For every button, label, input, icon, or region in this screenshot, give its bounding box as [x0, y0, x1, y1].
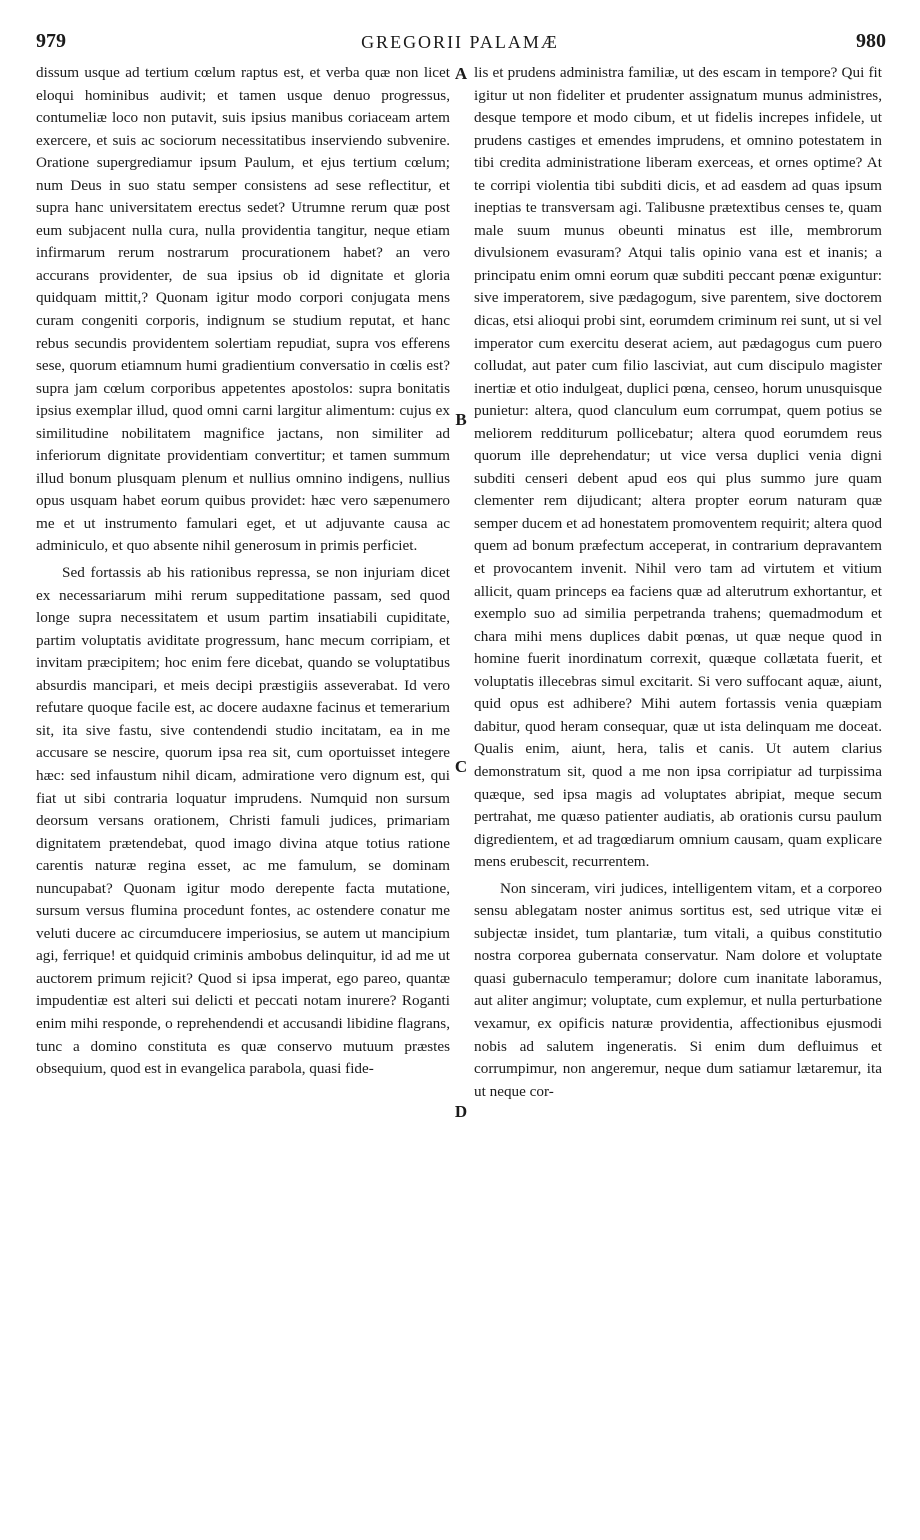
page-header — [30, 30, 890, 58]
right-column — [474, 62, 882, 1103]
margin-marker-a: A — [454, 64, 468, 83]
paragraph: lis et prudens administra familiæ, ut des escam in tempore? Qui fit igitur ut non fideliter et prudenter assignatum munus administres, desque tempore et modo cibum, et ut fidelis increpes infidele, ut prudens castiges et emendes imprudens, et omnino potestatem in tibi credita administratione liberam exerceas, et ornes optime? At te corripi violentia tibi subditi dicis, et ad easdem ad quas ipsum ineptias te transversam agi. Talibusne prætextibus censes te, quam male suum munus obeunti minatus est ille, membrorum divulsionem evasuram? Atqui talis opinio vana est et inanis; a principatu enim omni eorum quæ subditi peccant pœnæ exiguntur: sive imperatorem, sive pædagogum, sive parentem, sive doctorem dicas, etsi alioqui probi sint, eorumdem criminum rei sunt, ut si vel imperator cum exercitu deserat aciem, aut pædagogus cum puero colludat, aut pater cum filio lasciviat, aut cum discipulo magister inertiæ et otio indulgeat, duplici pœna, censeo, horum unusquisque punietur: altera, quod clanculum eum corrumpat, quem potius se meliorem redditurum pollicebatur; altera quod eorumdem reus quorum ille deprehendatur; ut vice versa duplici venia digni subditi censeri debent apud eos qui plus summo jure quam clementer rem dijudicant; altera propter eorum naturam quæ semper ducem et ad honestatem promoventem requirit; altera quod quem ad bonum præfectum acceperat, in contrarium depravantem et provocantem invenit. Nihil vero tam ad virtutem et vitium allicit, quam princeps ea faciens quæ ad alterutrum exhortantur, et exemplo suo ad similia perpetranda trahens; quemadmodum et chara mihi mens duplices dabit pœnas, ut quæ neque quod in homine fuerit inordinatum correxit, quæque collætata fuerit, et voluptatis illecebras simul excitarit. Si vero suffocant aquæ, aiunt, quid opus est adhibere? Mihi autem fortassis venia quæpiam dabitur, quod heram consequar, quæ ut ista delinquam me doceat. Qualis enim, aiunt, hera, talis et canis. Ut autem clarius demonstratum sit, quod a me non ipsa corripiatur ad turpissima quæque, sed ipsa magis ad voluptates abripiat, meque secum pertrahat, me quæso patienter audiatis, ab orationis cursu paulum digredientem, et ad tragœdiarum omnium causam, quam explicare mens erubescit, recurrentem. — [474, 64, 882, 871]
page-number-left: 979 — [36, 30, 66, 52]
paragraph: Sed fortassis ab his rationibus repressa, se non injuriam dicet ex necessariarum mihi rerum suppeditatione passam, sed quod longe supra necessitatem et usum partim insatiabili cupiditate, partim voluptatis aviditate progressum, hanc mecum corripiam, et invitam præcipitem; hoc enim fere dicebat, quando se voluptatibus absurdis mancipari, et meis decipi præstigiis asseverabat. Id vero refutare quoque facile est, ac docere audaxne facinus et temerarium sit, ita sive fastu, sive contendendi studio incitatam, ea in me accusare se nescire, quorum ipsa rea sit, cum oportuisset integere hæc: sed infaustum nihil dicam, admiratione vero dignum est, qui fiat ut sibi contraria loquatur imprudens. Numquid non sursum deorsum versans orationem, Christi famuli judices, primariam dignitatem prætendebat, quod imago divina atque totius ratione carentis naturæ regina esset, ac me famulum, se dominam nuncupabat? Quonam igitur modo derepente facta mutatione, sursum versus flumina procedunt fontes, ac ostendere conatur me veluti ducere ac circumducere imperiosius, se autem ut mancipium agi, ferrique! et quidquid criminis ambobus delinquitur, id ad me ut auctorem primum rejicit? Quod si ipsa imperat, ego pareo, quantæ impudentiæ est alteri sui delicti et peccati notam inurere? Roganti enim mihi responde, o reprehendendi et accusandi libidine flagrans, tunc a domino constituta es quæ conservo mutuum præstes obsequium, quod est in evangelica parabola, quasi fide- — [36, 564, 450, 1078]
margin-marker-c: C — [454, 757, 468, 776]
paragraph: Non sinceram, viri judices, intelligentem vitam, et a corporeo sensu ablegatam noster animus sortitus est, sed utrique vitæ ei subjectæ insidet, tum plantariæ, tum vitali, a quibus constitutio nostra corporea gubernata conservatur. Nam dolore et voluptate quasi gubernaculo temperamur; dolore cum inanitate laboramus, aut aliter angimur; voluptate, cum explemur, et nulla perturbatione vexamur, ex opificis naturæ providentia, affectionibus ejusmodi nobis ad salutem ingeneratis. Si enim dum defluimus et corrumpimur, non angeremur, neque dum satiamur lætaremur, ita ut neque cor- — [474, 879, 882, 1100]
left-column — [36, 62, 450, 1081]
margin-marker-b: B — [455, 410, 467, 429]
margin-marker-d: D — [454, 1102, 468, 1121]
page-number-right: 980 — [856, 30, 886, 52]
running-title: GREGORII PALAMÆ — [361, 32, 559, 52]
paragraph: dissum usque ad tertium cœlum raptus est, et verba quæ non licet eloqui hominibus audivit; et tamen usque denuo progressus, contumeliæ loco non putavit, suis ipsius manibus coriaceam artem exercere, et suis ac sociorum necessitatibus inserviendo subvenire. Oratione supergrediamur ipsum Paulum, et ejus tertium cœlum; num Deus in suo statu semper consistens ad sese reflectitur, et supra hanc universitatem erectus sedet? Utrumne rerum quæ post eum subjacent nulla cura, nulla providentia tangitur, neque etiam infirmarum rerum nostrarum procurationem habet? an vero accurans providenter, de sua ipsius ob id dignitate et gloria quidquam mittit,? Quonam igitur modo corpori conjugata mens curam congeniti corporis, indignum se studium reputat, et hanc rebus secundis providentem solertiam repudiat, supra vos efferens sese, quorum etiamnum humi gradientium conversatio in cœlis est? supra jam cœlum corporibus appetentes apostolos: supra bonitatis ipsius exemplar illud, quod omni carni largitur alimentum: cujus ex similitudine nobilitatem magnifice jactans, non similiter ad inferiorum dignitate providentiam convertitur; et tamen summum illud bonum plusquam plenum et nullius omnino indigens, nullius opus usquam habet eorum quibus providet: hæc vero sæpenumero me et ut instrumento famulari eget, et ut adjuvante causa ac adminiculo, et quo absente nihil generosum in primis perficiet. — [36, 64, 450, 555]
